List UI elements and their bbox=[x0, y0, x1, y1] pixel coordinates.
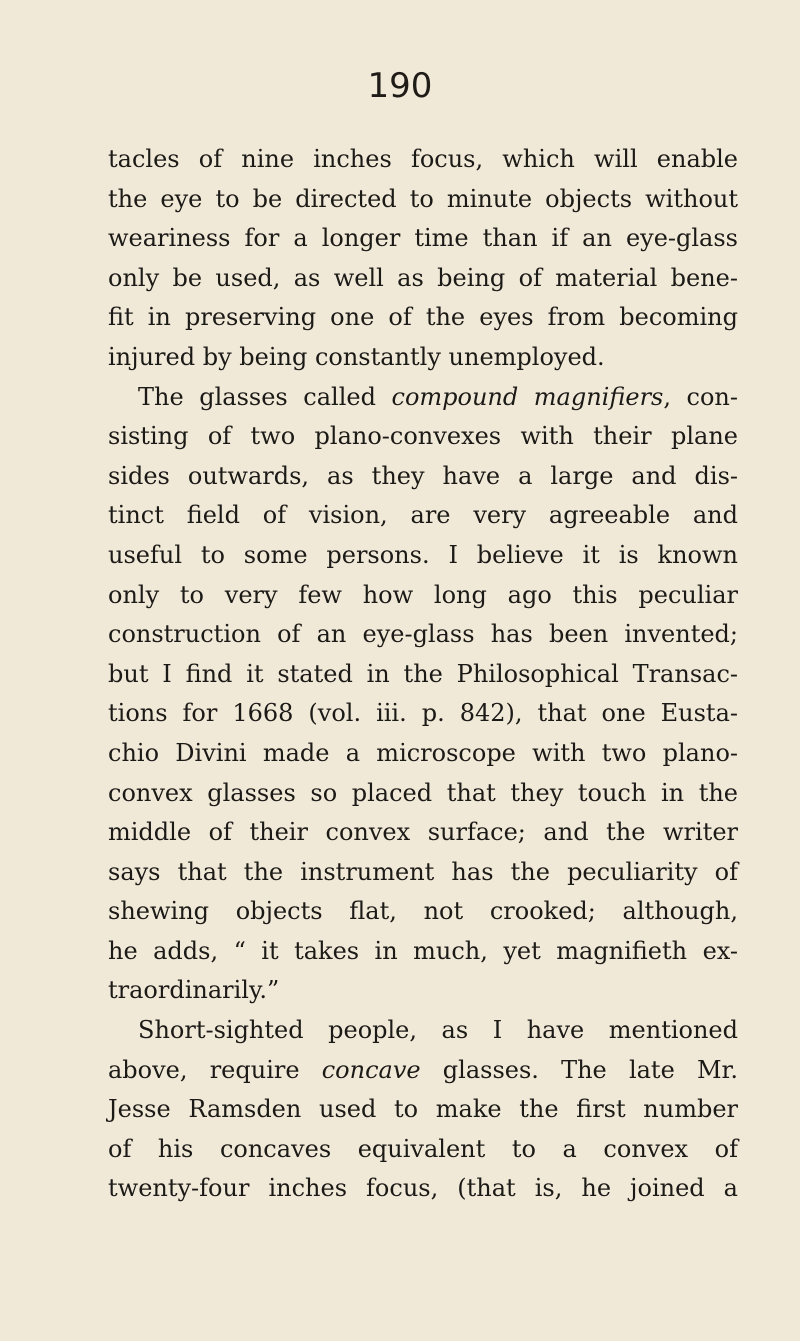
text-line: fit in preserving one of the eyes from becoming bbox=[108, 303, 738, 332]
page-number: 190 bbox=[367, 66, 433, 106]
text-line: tions for 1668 (vol. iii. p. 842), that one Eusta- bbox=[108, 699, 738, 728]
text-segment: , con- bbox=[663, 382, 738, 411]
text-line: shewing objects flat, not crooked; although, bbox=[108, 897, 738, 926]
italic-term: compound magnifiers bbox=[391, 382, 664, 411]
text-line: weariness for a longer time than if an eye-glass bbox=[108, 224, 738, 253]
text-line: of his concaves equivalent to a convex of bbox=[108, 1134, 738, 1163]
text-line: sides outwards, as they have a large and dis- bbox=[108, 461, 738, 490]
text-line bbox=[108, 378, 738, 418]
text-line: only be used, as well as being of material bene- bbox=[108, 263, 738, 292]
body-text bbox=[108, 140, 738, 1209]
text-line: he adds, “ it takes in much, yet magnifieth ex- bbox=[108, 936, 738, 965]
text-line bbox=[108, 1051, 738, 1091]
text-line: injured by being constantly unemployed. bbox=[108, 342, 605, 371]
text-line: tacles of nine inches focus, which will enable bbox=[108, 145, 738, 173]
text-line: middle of their convex surface; and the writer bbox=[108, 818, 738, 847]
text-line: says that the instrument has the peculiarity of bbox=[108, 857, 738, 886]
text-line: the eye to be directed to minute objects without bbox=[108, 184, 738, 213]
text-line: chio Divini made a microscope with two plano- bbox=[108, 738, 738, 767]
text-line: only to very few how long ago this peculiar bbox=[108, 580, 738, 609]
italic-term: concave bbox=[321, 1055, 421, 1084]
text-line: Short-sighted people, as I have mentioned bbox=[138, 1016, 738, 1045]
text-line: useful to some persons. I believe it is known bbox=[108, 540, 738, 569]
text-line: traordinarily.” bbox=[108, 976, 280, 1005]
text-line: construction of an eye-glass has been invented; bbox=[108, 620, 738, 649]
text-line: tinct field of vision, are very agreeable and bbox=[108, 501, 738, 530]
text-segment: The glasses called bbox=[138, 382, 392, 411]
text-line: twenty-four inches focus, (that is, he joined a bbox=[108, 1174, 738, 1203]
text-line: sisting of two plano-convexes with their plane bbox=[108, 422, 738, 451]
text-line: but I find it stated in the Philosophical Transac- bbox=[108, 659, 738, 688]
text-segment: above, require bbox=[108, 1055, 322, 1084]
text-line: Jesse Ramsden used to make the first number bbox=[108, 1095, 738, 1124]
text-segment: glasses. The late Mr. bbox=[420, 1055, 738, 1084]
text-line: convex glasses so placed that they touch in the bbox=[108, 778, 738, 807]
